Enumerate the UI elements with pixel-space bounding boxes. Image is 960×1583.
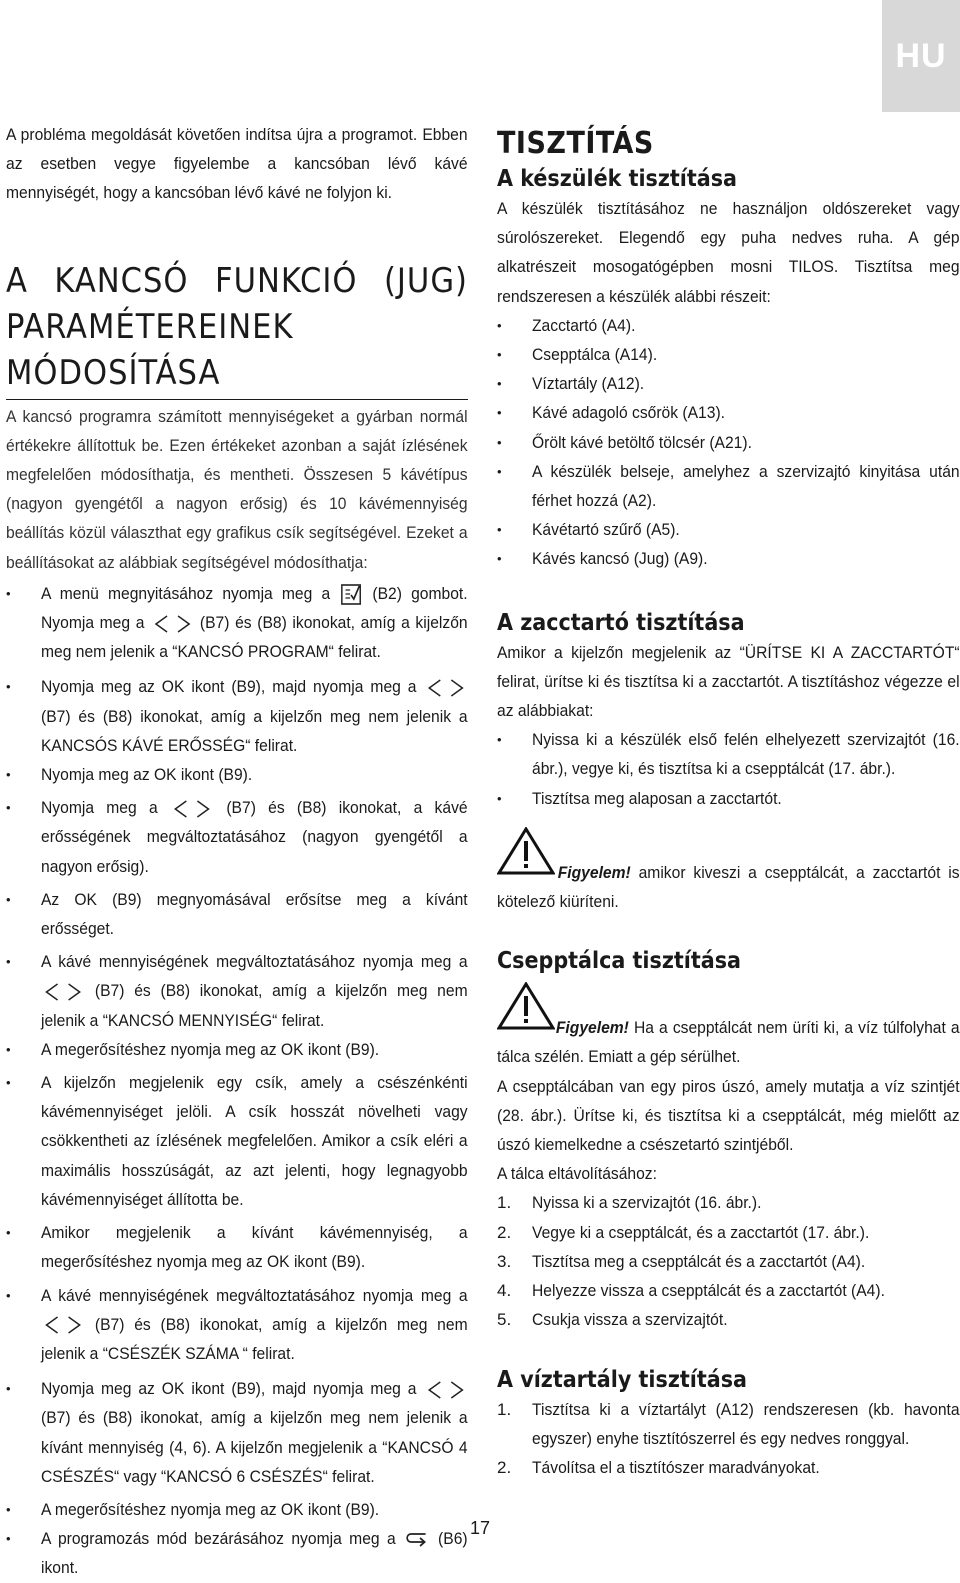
list-item: • Nyomja meg az OK ikont (B9), majd nyomja meg a (B7) és (B8) ikonokat, amíg a kijelzőn meg nem jelenik a KANCSÓS KÁVÉ ERŐSSÉG“ felirat. (6, 672, 468, 760)
title-word: A (6, 260, 28, 301)
list-item: 3. Tisztítsa meg a csepptálcát és a zacctartót (A4). (497, 1247, 960, 1276)
section-title: A zacctartó tisztítása (497, 609, 745, 636)
water-tank-steps-list (497, 1395, 960, 1483)
list-item: • Őrölt kávé betöltő tölcsér (A21). (497, 428, 960, 457)
list-item: • Nyissa ki a készülék első felén elhelyezett szervizajtót (16. ábr.), vegye ki, és tisztítsa ki a csepptálcát (17. ábr.). (497, 725, 960, 783)
jug-description: A kancsó programra számított mennyiségeket a gyárban normál értékekre állítottuk be. Ezen értékeket azonban a saját ízlésének megfelelően módosíthatja, és mentheti. Összesen 5 kávétípus (nagyon gyengétől a nagyon erősig) és 10 kávémennyiség beállítás közül választhat egy grafikus csík segítségével. Ezeket a beállításokat az alábbiak segítségével módosíthatja: (6, 406, 468, 572)
section-title: Csepptálca tisztítása (497, 948, 741, 975)
list-item: • Az OK (B9) megnyomásával erősítse meg a kívánt erősséget. (6, 885, 468, 943)
section-subheading: A tálca eltávolításához: (497, 1164, 657, 1184)
list-item: • A menü megnyitásához nyomja meg a (B2) gombot. Nyomja meg a (B7) és (B8) ikonokat, amíg a kijelzőn meg nem jelenik a “KANCSÓ PROGRAM“ felirat. (6, 579, 468, 667)
list-item: • A megerősítéshez nyomja meg az OK ikont (B9). (6, 1495, 468, 1524)
list-item: 1. Nyissa ki a szervizajtót (16. ábr.). (497, 1188, 960, 1217)
arrows-left-right-icon (41, 981, 85, 1003)
arrows-left-right-icon (150, 613, 194, 635)
list-item: • Nyomja meg a (B7) és (B8) ikonokat, a kávé erősségének megváltoztatásához (nagyon gyengétől a nagyon erősig). (6, 793, 468, 881)
list-item: • Kávés kancsó (Jug) (A9). (497, 544, 960, 573)
cleaning-title: TISZTÍTÁS (497, 126, 654, 161)
arrows-left-right-icon (423, 677, 467, 699)
left-column (6, 120, 468, 1583)
language-tab: HU (882, 0, 960, 112)
title-word: FUNKCIÓ (214, 260, 358, 301)
page-number: 17 (469, 1518, 491, 1538)
title-word: KANCSÓ (54, 260, 189, 301)
title-word: (JUG) (383, 260, 468, 301)
list-item: • Tisztítsa meg alaposan a zacctartót. (497, 784, 960, 813)
section-paragraph: Amikor a kijelzőn megjelenik az “ÜRÍTSE KI A ZACCTARTÓT“ felirat, ürítse ki és tisztítsa ki a zacctartót. A tisztításhoz végezze el az alábbiakat: (497, 642, 960, 721)
section-title: A készülék tisztítása (497, 166, 738, 192)
list-item: 4. Helyezze vissza a csepptálcát és a zacctartót (A4). (497, 1276, 960, 1305)
list-item: • A megerősítéshez nyomja meg az OK ikont (B9). (6, 1035, 468, 1064)
jug-section-title (6, 258, 468, 400)
list-item: • Nyomja meg az OK ikont (B9), majd nyomja meg a (B7) és (B8) ikonokat, amíg a kijelzőn meg nem jelenik a kívánt mennyiség (4, 6). A kijelzőn megjelenik a “KANCSÓ 4 CSÉSZÉS“ vagy “KANCSÓ 6 CSÉSZÉS“ felirat. (6, 1374, 468, 1491)
list-item: • A készülék belseje, amelyhez a szervizajtó kinyitása után férhet hozzá (A2). (497, 457, 960, 515)
list-item: • A kávé mennyiségének megváltoztatásához nyomja meg a (B7) és (B8) ikonokat, amíg a kijelzőn meg nem jelenik a “CSÉSZÉK SZÁMA “ felirat. (6, 1281, 468, 1369)
arrows-left-right-icon (41, 1314, 85, 1336)
section-paragraph: A csepptálcában van egy piros úszó, amely mutatja a víz szintjét (28. ábr.). Ürítse ki, és tisztítsa ki a csepptálcát, még mielőtt az úszó kiemelkedne a csészetartó szintjéből. (497, 1076, 960, 1155)
right-column (497, 124, 960, 1482)
list-item: • Kávé adagoló csőrök (A13). (497, 398, 960, 427)
grounds-steps-list (497, 725, 960, 813)
jug-steps-list (6, 579, 468, 1583)
list-item: 2. Távolítsa el a tisztítószer maradványokat. (497, 1453, 960, 1482)
menu-checkbox-icon (339, 582, 363, 606)
list-item: 1. Tisztítsa ki a víztartályt (A12) rendszeresen (kb. havonta egyszer) enyhe tisztítószerrel és egy nedves ronggyal. (497, 1395, 960, 1453)
section-paragraph: A készülék tisztításához ne használjon oldószereket vagy súrolószereket. Elegendő egy puha nedves ruha. A gép alkatrészeit mosogatógépben mosni TILOS. Tisztítsa meg rendszeresen a készülék alábbi részeit: (497, 199, 960, 306)
tray-steps-list (497, 1188, 960, 1334)
list-item: • Nyomja meg az OK ikont (B9). (6, 760, 468, 789)
list-item: • A programozás mód bezárásához nyomja meg a (B6) ikont. (6, 1524, 468, 1582)
arrows-left-right-icon (423, 1379, 467, 1401)
warning-block: Figyelem! Ha a csepptálcát nem üríti ki, a víz túlfolyhat a tálca szélén. Emiatt a gép sérülhet. (497, 982, 960, 1071)
parts-list (497, 311, 960, 574)
arrows-left-right-icon (170, 798, 214, 820)
intro-paragraph: A probléma megoldását követően indítsa újra a programot. Ebben az esetben vegye figyelembe a kancsóban lévő kávé mennyiségét, hogy a kancsóban lévő kávé ne folyjon ki. (6, 125, 468, 203)
list-item: • A kávé mennyiségének megváltoztatásához nyomja meg a (B7) és (B8) ikonokat, amíg a kijelzőn meg nem jelenik a “KANCSÓ MENNYISÉG“ felirat. (6, 947, 468, 1035)
list-item: 5. Csukja vissza a szervizajtót. (497, 1305, 960, 1334)
list-item: • Csepptálca (A14). (497, 340, 960, 369)
warning-block: Figyelem! amikor kiveszi a csepptálcát, a zacctartót is kötelező kiüríteni. (497, 827, 960, 916)
list-item: • Víztartály (A12). (497, 369, 960, 398)
list-item: • Kávétartó szűrő (A5). (497, 515, 960, 544)
title-line-2: PARAMÉTEREINEK MÓDOSÍTÁSA (6, 306, 294, 393)
list-item: • Amikor megjelenik a kívánt kávémennyiség, a megerősítéshez nyomja meg az OK ikont (B9). (6, 1218, 468, 1276)
list-item: • Zacctartó (A4). (497, 311, 960, 340)
list-item: 2. Vegye ki a csepptálcát, és a zacctartót (17. ábr.). (497, 1218, 960, 1247)
section-title: A víztartály tisztítása (497, 1366, 747, 1393)
list-item: • A kijelzőn megjelenik egy csík, amely a csészénkénti kávémennyiséget jelöli. A csík hosszát növelheti vagy csökkentheti az ízlésének megfelelően. Amikor a csík eléri a maximális hosszúságát, az azt jelenti, hogy legnagyobb kávémennyiséget állította be. (6, 1068, 468, 1214)
